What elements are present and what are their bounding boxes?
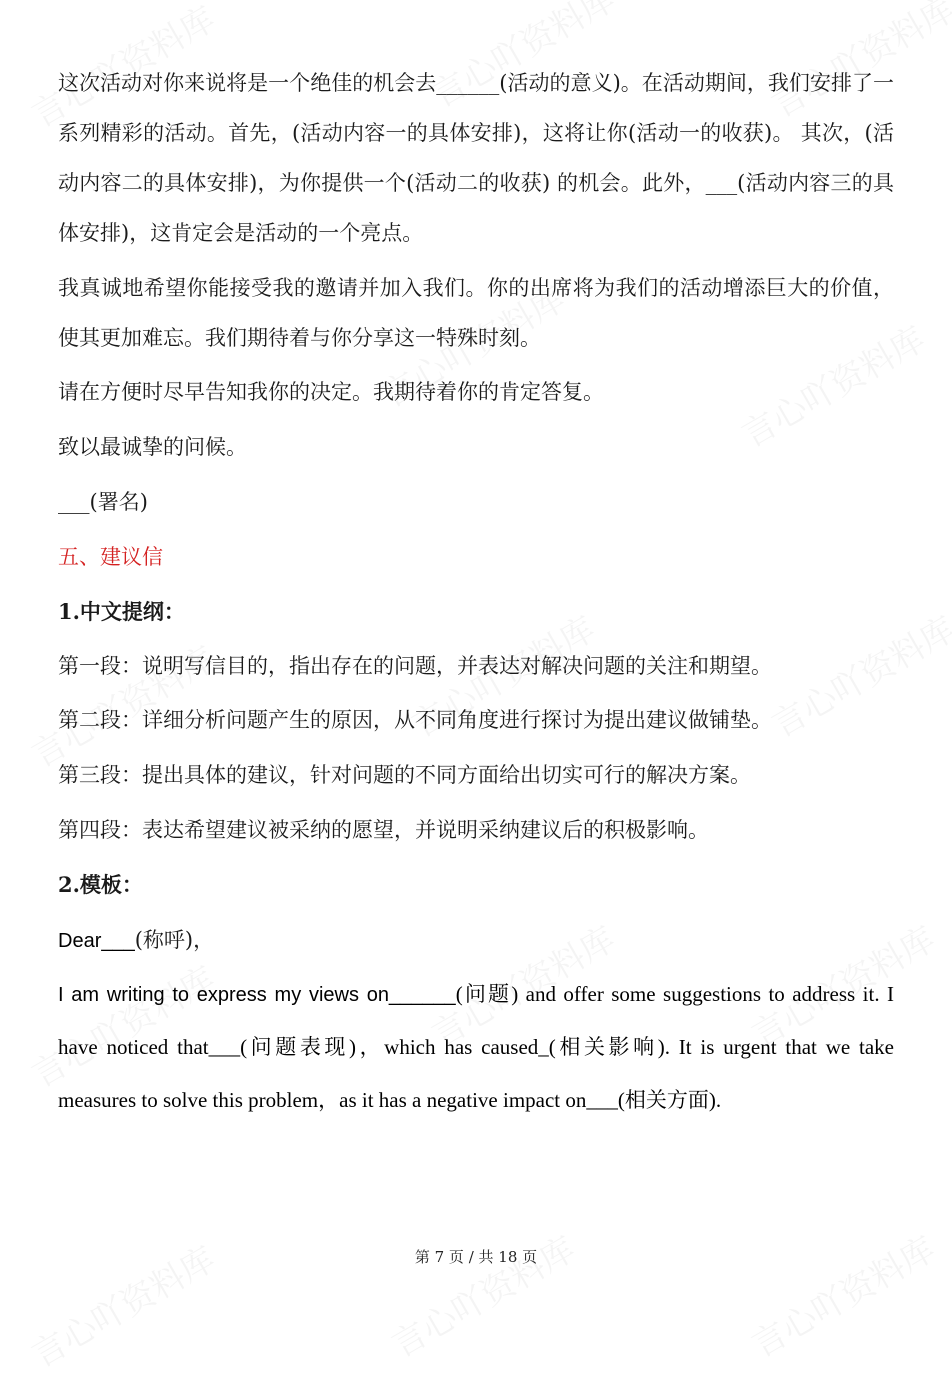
outline-label: 1.中文提纲： — [58, 599, 185, 624]
salutation-cn: (称呼)， — [134, 928, 215, 952]
salutation-en: Dear___ — [58, 930, 135, 952]
signature-line: ___(署名) — [58, 490, 148, 514]
page-footer: 第 7 页 / 共 18 页 — [414, 1248, 538, 1266]
outline-item: 第四段：表达希望建议被采纳的愿望，并说明采纳建议后的积极影响。 — [58, 818, 709, 842]
outline-item: 第三段：提出具体的建议，针对问题的不同方面给出切实可行的解决方案。 — [58, 763, 751, 787]
watermark — [741, 1222, 942, 1366]
salutation-line — [58, 925, 214, 958]
paragraph-reply-request: 请在方便时尽早告知我你的决定。我期待着你的肯定答复。 — [58, 380, 604, 404]
paragraph-invitation-hope: 我真诚地希望你能接受我的邀请并加入我们。你的出席将为我们的活动增添巨大的价值，使其更加难忘。我们期待着与你分享这一特殊时刻。 — [58, 276, 894, 350]
template-text-part1: I am writing to express my views on______ — [58, 984, 456, 1006]
template-text-part2: (问题) and offer some suggestions to address it. I have noticed that___(问题表现)，which has caused_(相关影响). It is urgent that we take measures to solve this problem，as it has a negative impact on___(相关方面). — [58, 982, 894, 1112]
outline-item: 第二段：详细分析问题产生的原因，从不同角度进行探讨为提出建议做铺垫。 — [58, 708, 772, 732]
watermark — [381, 1222, 582, 1366]
paragraph-activity-details: 这次活动对你来说将是一个绝佳的机会去______(活动的意义)。在活动期间，我们安排了一系列精彩的活动。首先，(活动内容一的具体安排)，这将让你(活动一的收获)。 其次，(活动内容二的具体安排)，为你提供一个(活动二的收获) 的机会。此外，___(活动内容三的具体安排)，这肯定会是活动的一个亮点。 — [58, 71, 894, 245]
template-label: 2.模板： — [58, 872, 143, 897]
outline-item: 第一段：说明写信目的，指出存在的问题，并表达对解决问题的关注和期望。 — [58, 654, 772, 678]
section-title: 五、建议信 — [58, 545, 163, 569]
watermark — [761, 602, 952, 746]
paragraph-closing: 致以最诚挚的问候。 — [58, 435, 247, 459]
template-paragraph — [58, 969, 894, 1128]
